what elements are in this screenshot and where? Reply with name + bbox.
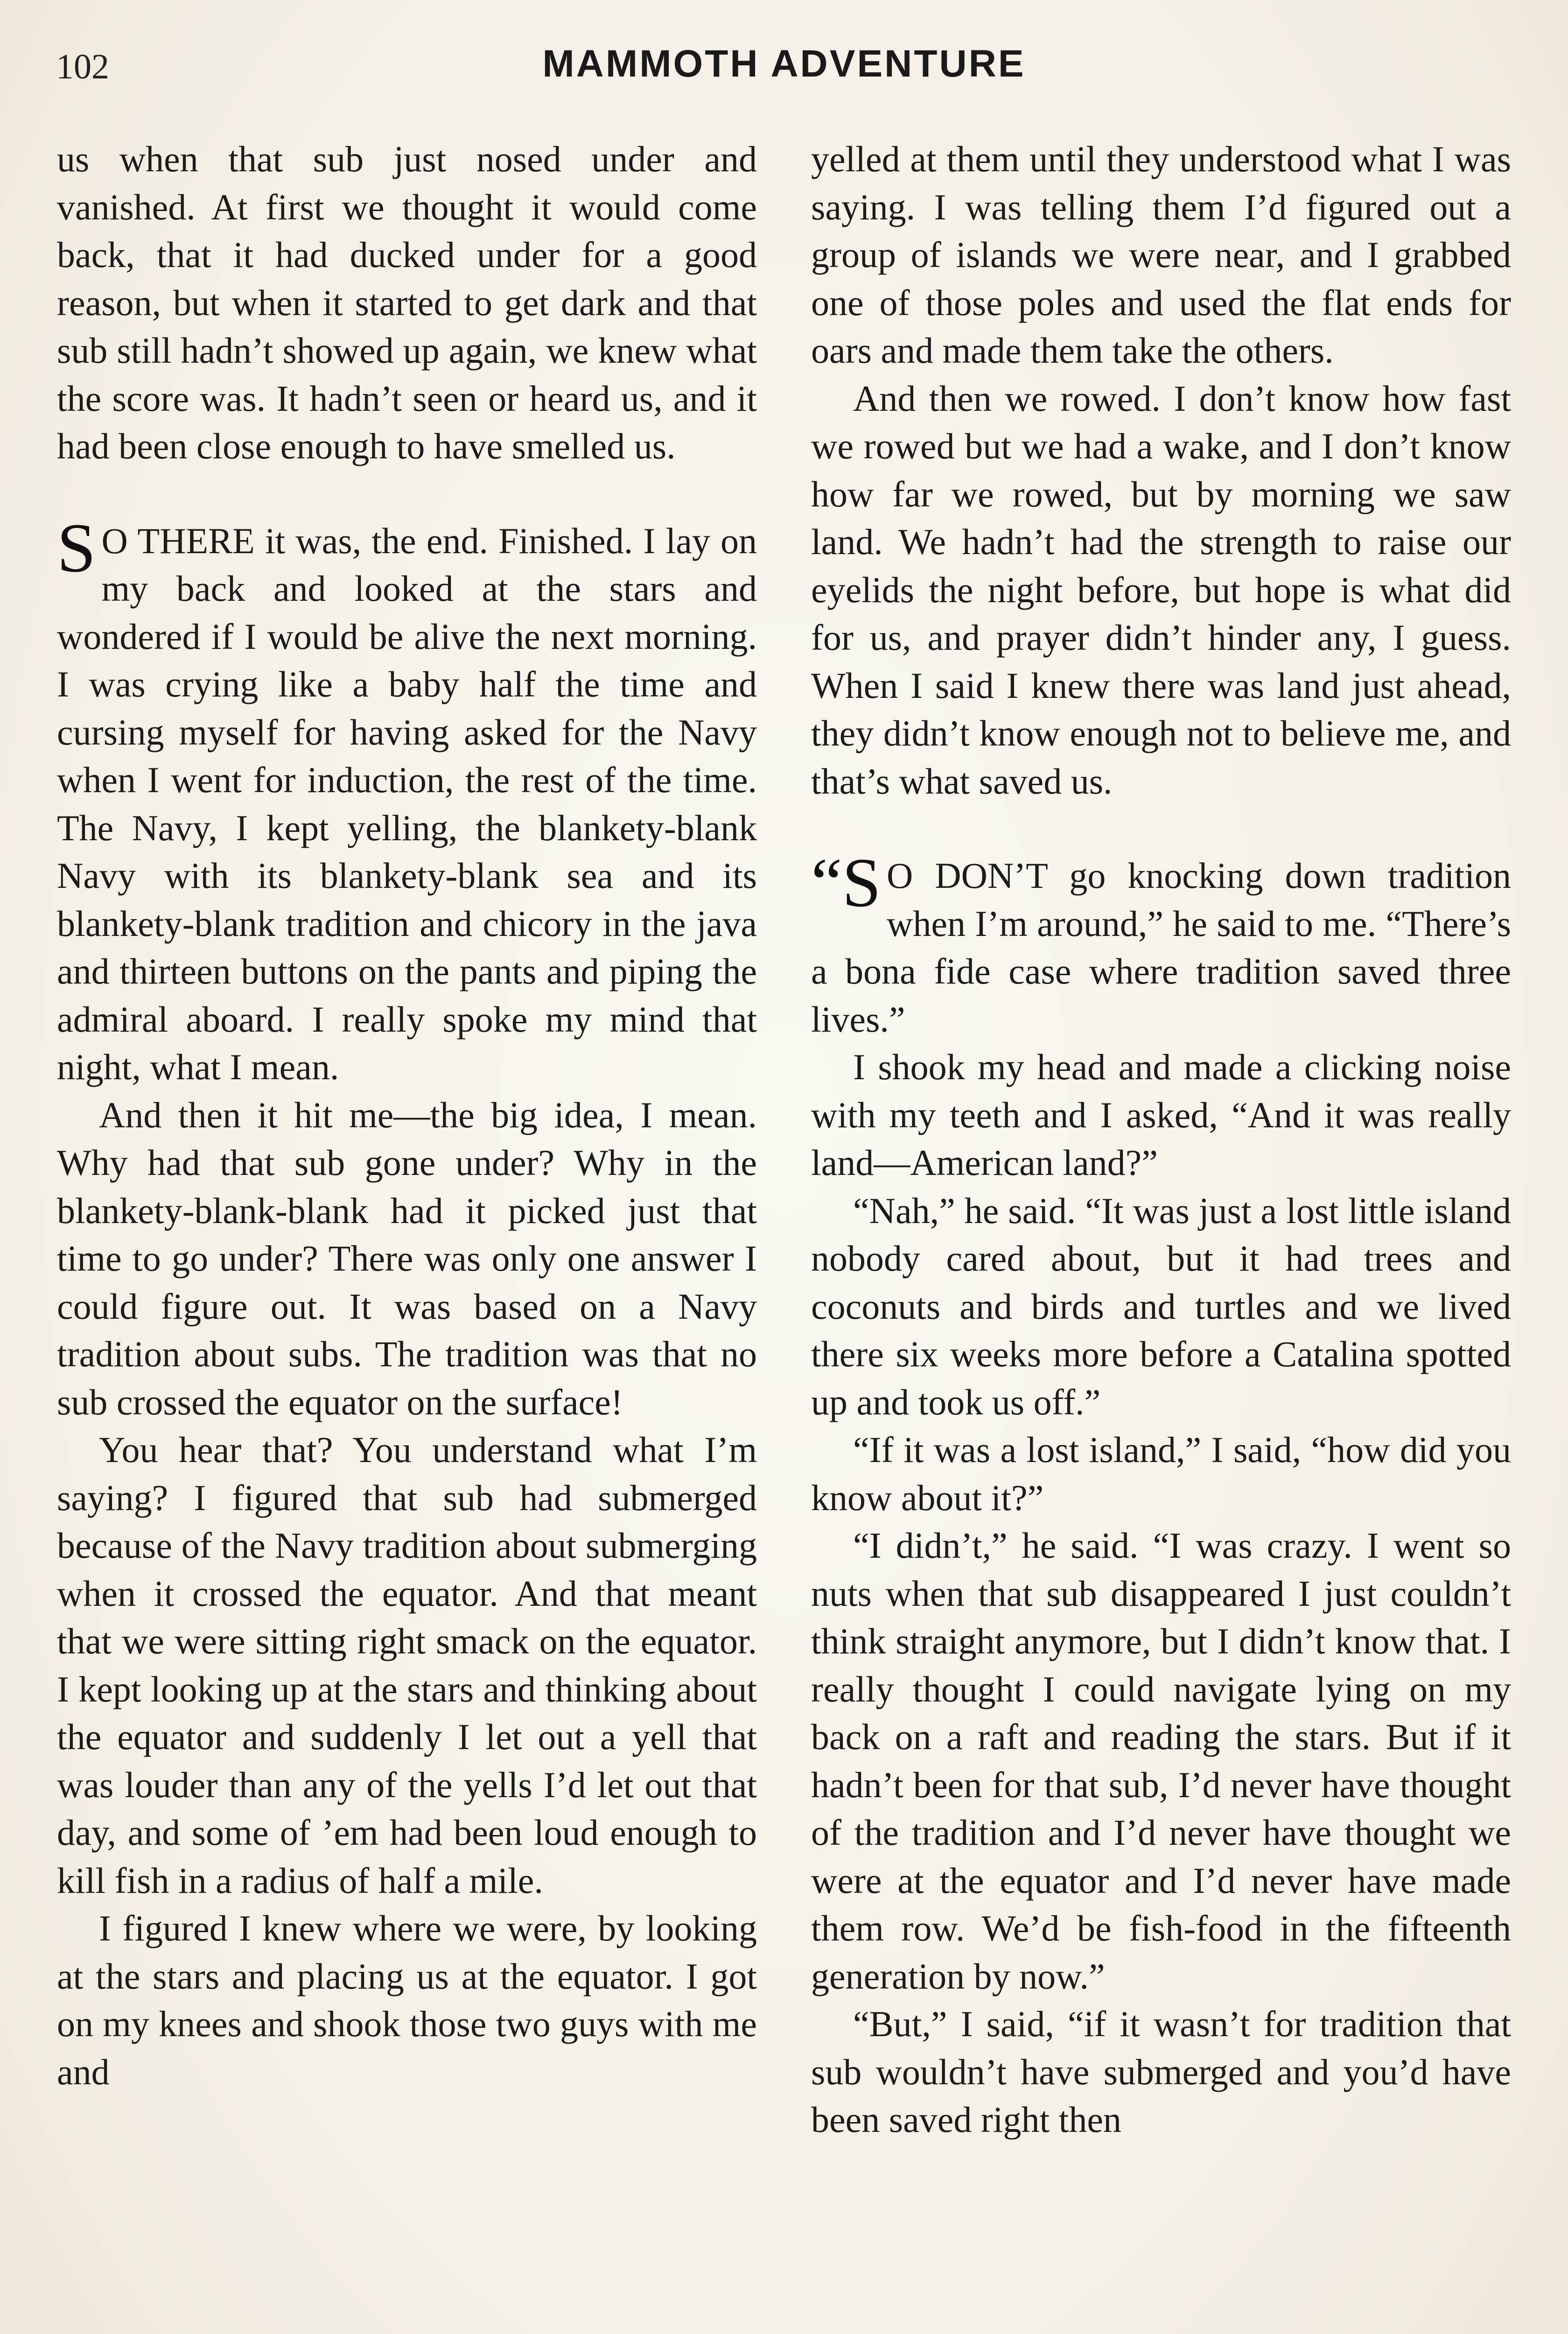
paragraph: “But,” I said, “if it wasn’t for tradition that sub wouldn’t have submerged and you’d have been saved right then <box>811 2004 1511 2140</box>
drop-cap-quote: “ <box>811 844 842 921</box>
drop-cap-letter: S <box>842 844 882 921</box>
paragraph: “I didn’t,” he said. “I was crazy. I went so nuts when that sub disappeared I just couldn’t think straight anymore, but I didn’t know that. I really thought I could navigate lying on my back on a raft and reading the stars. But if it hadn’t been for that sub, I’d never have thought of the tradition and I’d never have thought we were at the equator and I’d never have made them row. We’d be fish-food in the fifteenth generation by now.” <box>811 1525 1511 1997</box>
paragraph: “If it was a lost island,” I said, “how did you know about it?” <box>811 1429 1511 1518</box>
paragraph: You hear that? You understand what I’m saying? I figured that sub had submerged because of the Navy tradition about submerging when it crossed the equator. And that meant that we were sitting right smack on the equator. I kept looking up at the stars and thinking about the equator and suddenly I let out a yell that was louder than any of the yells I’d let out that day, and some of ’em had been loud enough to kill fish in a radius of half a mile. <box>57 1429 757 1901</box>
paragraph: yelled at them until they understood what I was saying. I was telling them I’d figured out a group of islands we were near, and I grabbed one of those poles and used the flat ends for oars and made them take the others. <box>811 139 1511 371</box>
section-paragraph <box>811 844 1511 1043</box>
section-paragraph <box>57 509 757 1091</box>
paragraph: And then it hit me—the big idea, I mean. Why had that sub gone under? Why in the blankety-blank-blank had it picked just that time to go under? There was only one answer I could figure out. It was based on a Navy tradition about subs. The tradition was that no sub crossed the equator on the surface! <box>57 1094 757 1422</box>
right-column <box>811 135 1511 2144</box>
running-head <box>56 42 1512 98</box>
paragraph-text: O THERE it was, the end. Finished. I lay on my back and looked at the stars and wondered if I would be alive the next morning. I was crying like a baby half the time and cursing myself for having asked for the Navy when I went for induction, the rest of the time. The Navy, I kept yelling, the blankety-blank Navy with its blankety-blank sea and its blankety-blank tradition and chicory in the java and thirteen buttons on the pants and piping the admiral aboard. I really spoke my mind that night, what I mean. <box>57 520 757 1087</box>
book-title: MAMMOTH ADVENTURE <box>542 42 1026 85</box>
drop-cap: S <box>57 509 96 587</box>
paragraph: “Nah,” he said. “It was just a lost little island nobody cared about, but it had trees and coconuts and birds and turtles and we lived there six weeks more before a Catalina spotted up and took us off.” <box>811 1190 1511 1422</box>
paragraph: us when that sub just nosed under and vanished. At first we thought it would come back, that it had ducked under for a good reason, but when it started to get dark and that sub still hadn’t showed up again, we knew what the score was. It hadn’t seen or heard us, and it had been close enough to have smelled us. <box>57 139 757 466</box>
drop-cap <box>811 844 887 921</box>
left-column <box>57 135 757 2096</box>
paragraph: I figured I knew where we were, by looking at the stars and placing us at the equator. I got on my knees and shook those two guys with me and <box>57 1908 757 2092</box>
page-number: 102 <box>56 47 109 86</box>
paragraph-text: O DON’T go knocking down tradition when I’m around,” he said to me. “There’s a bona fide case where tradition saved three lives.” <box>811 855 1511 1040</box>
paragraph: I shook my head and made a clicking noise with my teeth and I asked, “And it was really land—American land?” <box>811 1047 1511 1183</box>
paragraph: And then we rowed. I don’t know how fast we rowed but we had a wake, and I don’t know how far we rowed, but by morning we saw land. We hadn’t had the strength to raise our eyelids the night before, but hope is what did for us, and prayer didn’t hinder any, I guess. When I said I knew there was land just ahead, they didn’t know enough not to believe me, and that’s what saved us. <box>811 378 1511 801</box>
